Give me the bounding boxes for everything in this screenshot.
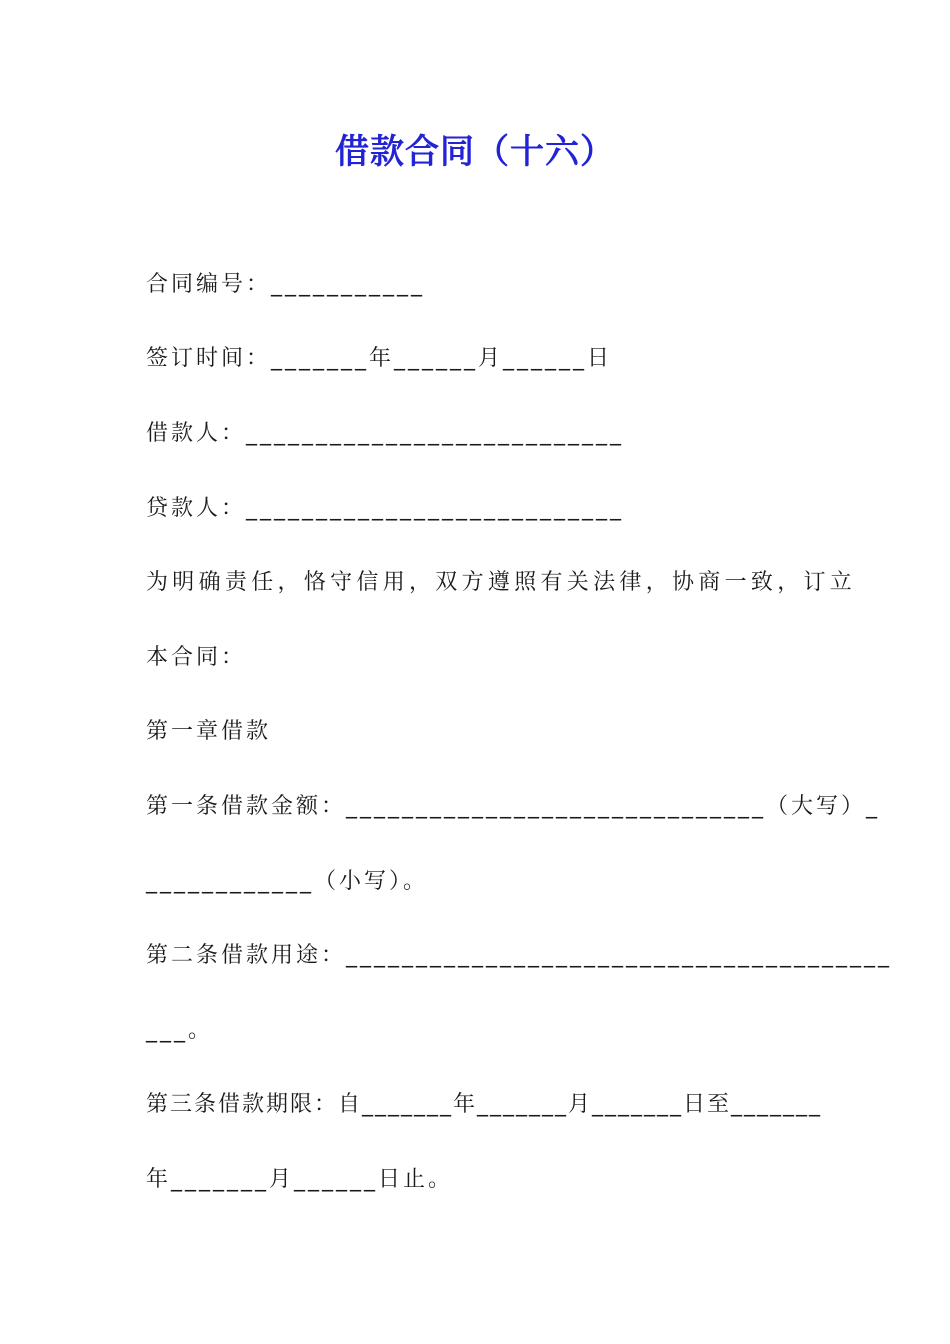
preamble-line-2: 本合同： [146,645,247,670]
document-title: 借款合同（十六） [335,132,615,172]
contract-number-line: 合同编号：___________ [146,272,426,297]
article-1-line-2: ____________（小写）。 [146,869,429,894]
article-3-line-2: 年_______月______日止。 [146,1167,454,1192]
signing-date-line: 签订时间：_______年______月______日 [146,346,613,371]
borrower-line: 借款人：___________________________ [146,421,625,446]
article-2-line-1: 第二条借款用途：_______________________________________ [146,943,893,968]
article-2-line-2: ___。 [146,1018,214,1043]
article-3-line-1: 第三条借款期限：自_______年_______月_______日至_______ [146,1092,823,1117]
lender-line: 贷款人：___________________________ [146,496,625,521]
preamble-line-1: 为明确责任，恪守信用，双方遵照有关法律，协商一致，订立 [146,570,857,595]
article-1-line-1: 第一条借款金额：______________________________（大写）_ [146,794,881,819]
chapter-heading: 第一章借款 [146,719,272,744]
